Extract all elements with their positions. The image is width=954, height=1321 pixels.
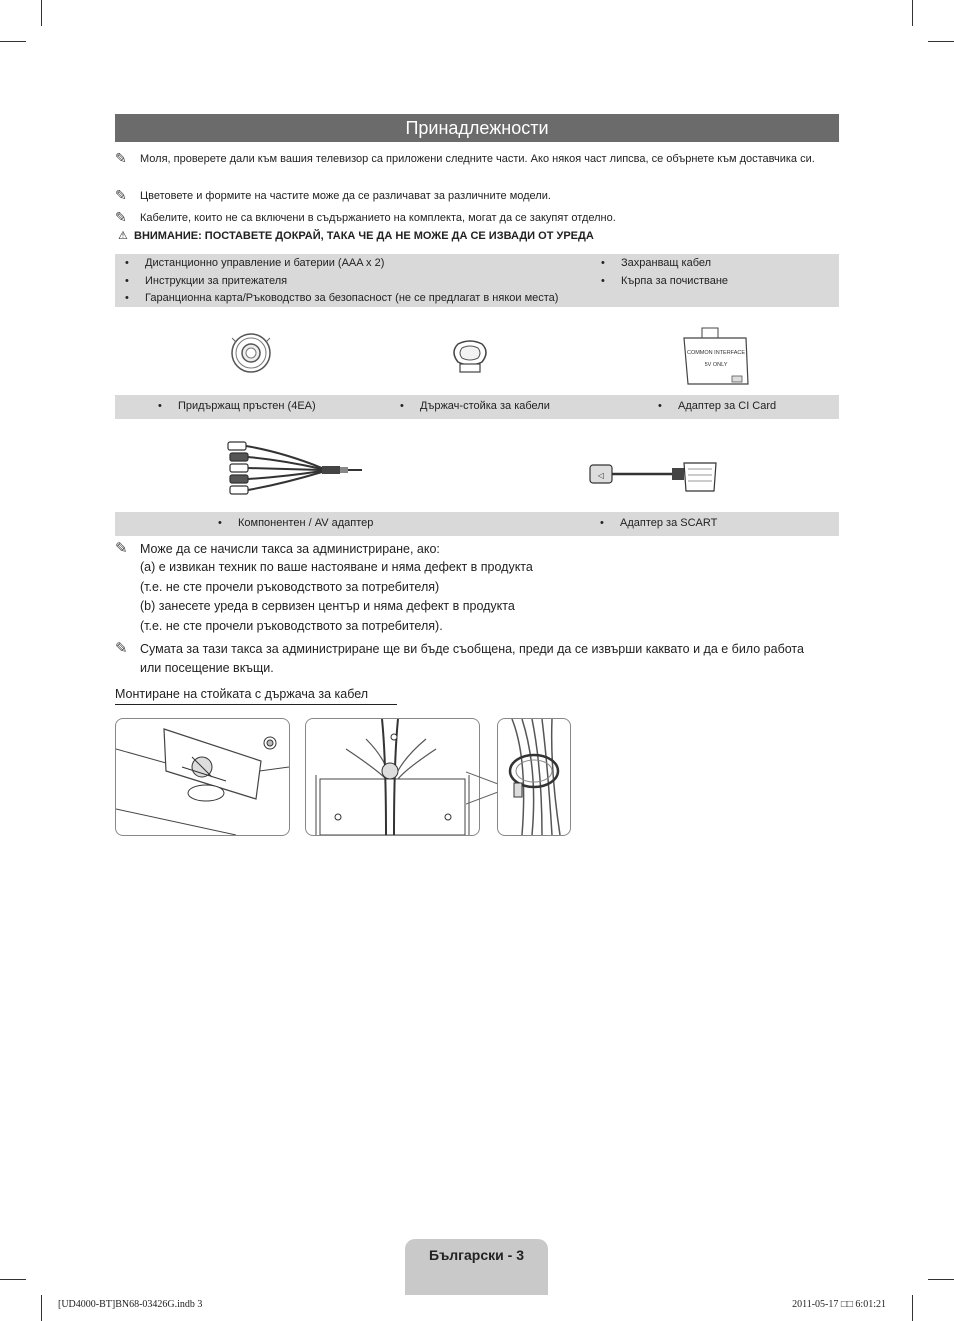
install-step-2-illustration <box>305 718 480 836</box>
crop-mark <box>41 0 42 26</box>
crop-mark <box>912 0 913 26</box>
pencil-note-icon: ✎ <box>115 540 128 557</box>
crop-mark <box>41 1295 42 1321</box>
ci-label-2: 5V ONLY <box>704 362 728 368</box>
svg-text:◁: ◁ <box>597 471 605 480</box>
fee-line: (т.е. не сте прочели ръководството за потребителя). <box>140 619 443 633</box>
accessories-row-2 <box>115 512 839 536</box>
list-item: • Кърпа за почистване <box>621 274 728 288</box>
list-item: • Захранващ кабел <box>621 256 711 270</box>
crop-mark <box>0 1279 26 1280</box>
warning-line: ⚠ ВНИМАНИЕ: ПОСТАВЕТЕ ДОКРАЙ, ТАКА ЧЕ ДА НЕ МОЖЕ ДА СЕ ИЗВАДИ ОТ УРЕДА <box>118 230 594 242</box>
fee-line: (т.е. не сте прочели ръководството за потребителя) <box>140 580 440 594</box>
ci-card-adapter-illustration <box>676 326 756 388</box>
note-colors: ✎ Цветовете и формите на частите може да се различават за различните модели. <box>115 187 551 203</box>
pencil-note-icon: ✎ <box>115 640 128 657</box>
list-item: • Държач-стойка за кабели <box>420 399 550 413</box>
warning-triangle-icon: ⚠ <box>118 230 128 242</box>
pencil-note-icon: ✎ <box>115 150 127 166</box>
crop-mark <box>0 41 26 42</box>
pencil-note-icon: ✎ <box>115 209 127 225</box>
fee-note: ✎ Може да се начисли такса за администриране, ако: <box>115 540 440 557</box>
list-item: • Инструкции за притежателя <box>145 274 287 288</box>
list-item: • Придържащ пръстен (4EA) <box>178 399 316 413</box>
list-item: • Адаптер за CI Card <box>678 399 776 413</box>
holder-ring-illustration <box>228 330 274 376</box>
crop-mark <box>912 1295 913 1321</box>
ci-label-1: COMMON INTERFACE <box>686 350 746 356</box>
list-item: • Компонентен / AV адаптер <box>238 516 373 530</box>
footer-filename: [UD4000-BT]BN68-03426G.indb 3 <box>58 1299 203 1310</box>
crop-mark <box>928 1279 954 1280</box>
fee-line: (b) занесете уреда в сервизен център и няма дефект в продукта <box>140 599 515 613</box>
footer-timestamp: 2011-05-17 □□ 6:01:21 <box>792 1299 886 1310</box>
zoom-connector-line <box>466 770 500 806</box>
list-item: • Адаптер за SCART <box>620 516 717 530</box>
list-item: • Гаранционна карта/Ръководство за безопасност (не се предлагат в някои места) <box>145 291 558 305</box>
install-step-3-illustration <box>497 718 571 836</box>
note-cables: ✎ Кабелите, които не са включени в съдържанието на комплекта, могат да се закупят отделно. <box>115 209 616 225</box>
fee-line: (a) е извикан техник по ваше настояване и няма дефект в продукта <box>140 560 533 574</box>
section-subheading: Монтиране на стойката с държача за кабел <box>115 687 397 705</box>
install-step-1-illustration <box>115 718 290 836</box>
page-number-tab: Български - 3 <box>405 1239 548 1295</box>
pencil-note-icon: ✎ <box>115 187 127 203</box>
list-item: • Дистанционно управление и батерии (AAA x 2) <box>145 256 384 270</box>
scart-adapter-illustration <box>588 455 720 497</box>
component-av-adapter-illustration <box>222 438 364 502</box>
note-check-parts: ✎ Моля, проверете дали към вашия телевизор са приложени следните части. Ако някоя част липсва, се обърнете към доставчика си. <box>115 150 815 166</box>
page-title: Принадлежности <box>115 114 839 142</box>
crop-mark <box>928 41 954 42</box>
fee-amount-note: ✎ Сумата за тази такса за администриране ще ви бъде съобщена, преди да се извърши каквато и да е било работа или посещение вкъщи. <box>115 640 804 675</box>
cable-holder-illustration <box>448 336 492 376</box>
